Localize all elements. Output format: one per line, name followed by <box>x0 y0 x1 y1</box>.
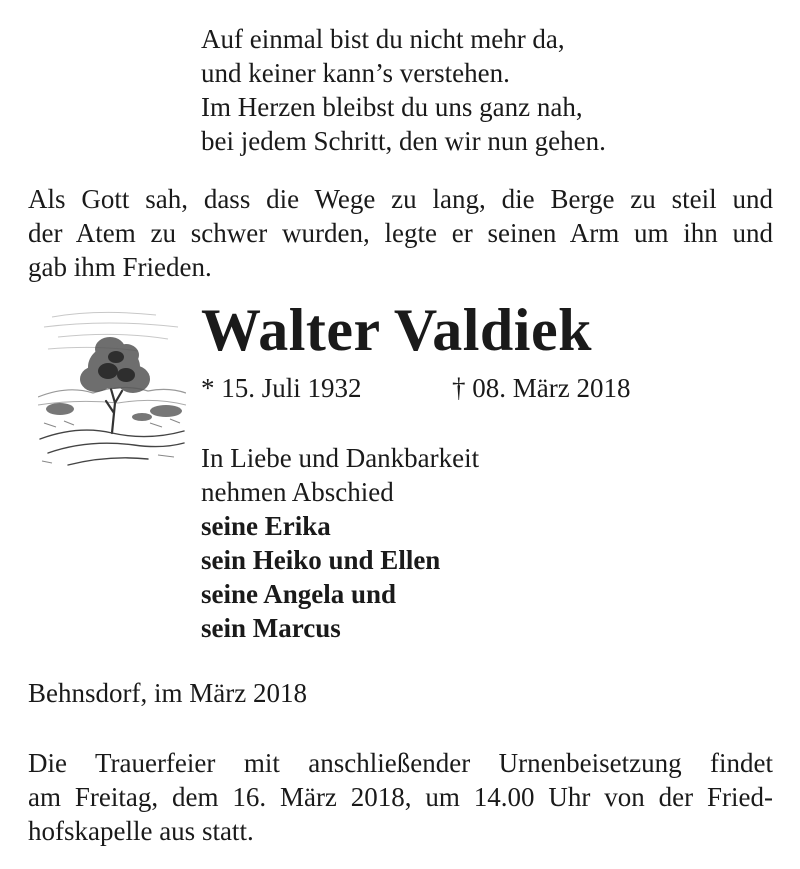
funeral-line: hofskapelle aus statt. <box>28 816 254 846</box>
poem-line: bei jedem Schritt, den wir nun gehen. <box>201 126 606 156</box>
mourner-name: seine Erika <box>201 511 331 541</box>
deceased-name: Walter Valdiek <box>201 297 592 363</box>
mourner-name: sein Heiko und Ellen <box>201 545 441 575</box>
mourner-name: seine Angela und <box>201 579 397 609</box>
poem-line: Im Herzen bleibst du uns ganz nah, <box>201 92 583 122</box>
poem-line: und keiner kann’s verstehen. <box>201 58 510 88</box>
tree-landscape-icon <box>38 305 186 473</box>
mourner-name: sein Marcus <box>201 613 341 643</box>
mourners-intro-line: In Liebe und Dankbarkeit <box>201 443 480 473</box>
intro-line: der Atem zu schwer wurden, legte er seinen Arm um ihn und <box>28 218 773 248</box>
death-date: † 08. März 2018 <box>452 373 631 403</box>
funeral-line: am Freitag, dem 16. März 2018, um 14.00 Uhr von der Fried- <box>28 782 773 812</box>
intro-line: Als Gott sah, dass die Wege zu lang, die Berge zu steil und <box>28 184 773 214</box>
funeral-line: Die Trauerfeier mit anschließender Urnenbeisetzung findet <box>28 748 773 778</box>
place-date: Behnsdorf, im März 2018 <box>28 678 307 708</box>
mourners-intro-line: nehmen Abschied <box>201 477 394 507</box>
intro-line: gab ihm Frieden. <box>28 252 212 282</box>
birth-date: * 15. Juli 1932 <box>201 373 362 403</box>
poem-line: Auf einmal bist du nicht mehr da, <box>201 24 565 54</box>
